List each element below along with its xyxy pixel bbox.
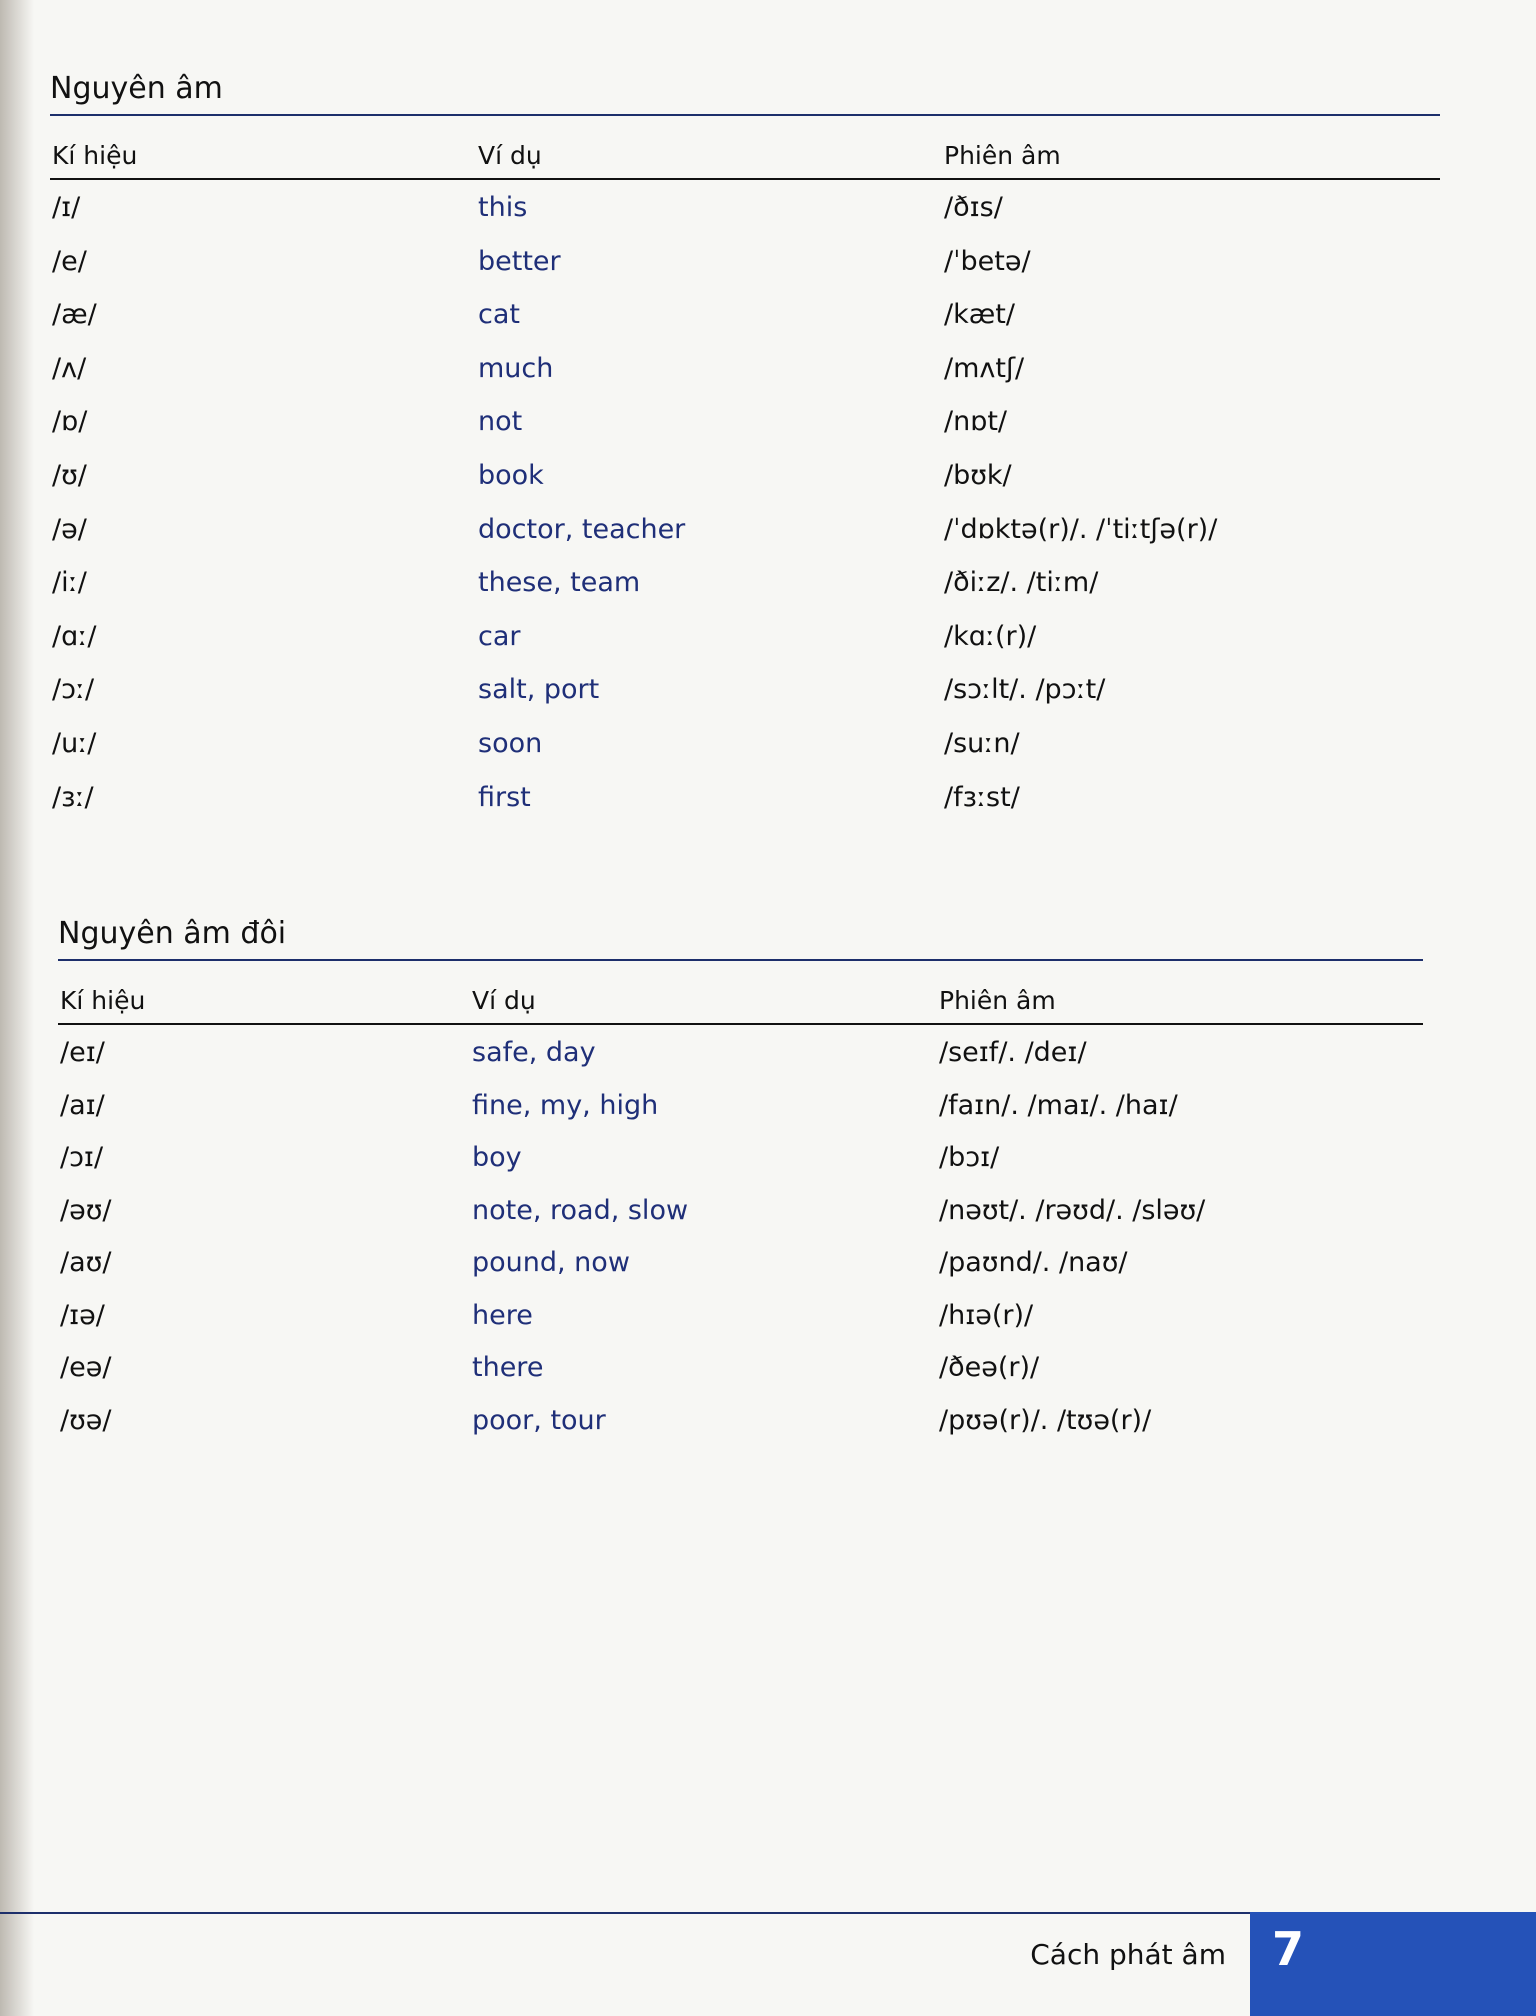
table-row: [58, 1130, 1423, 1183]
transcription-cell: /nɒt/: [944, 406, 1008, 438]
table-row: [58, 1393, 1423, 1446]
symbol-cell: /eɪ/: [60, 1037, 105, 1068]
vowels-section: [50, 70, 1440, 823]
example-cell: car: [478, 620, 521, 652]
transcription-cell: /seɪf/. /deɪ/: [939, 1037, 1087, 1068]
table-row: [50, 609, 1440, 663]
transcription-cell: /sɔːlt/. /pɔːt/: [944, 674, 1106, 706]
diphthongs-table-body: [58, 1025, 1423, 1445]
example-cell: much: [478, 352, 554, 384]
table-row: [50, 234, 1440, 288]
header-transcription: Phiên âm: [939, 986, 1056, 1015]
chapter-title: Cách phát âm: [1030, 1938, 1226, 1971]
transcription-cell: /ðiːz/. /tiːm/: [944, 567, 1099, 599]
table-row: [58, 1340, 1423, 1393]
example-cell: fine, my, high: [472, 1089, 659, 1121]
page-number-box: [1250, 1912, 1536, 2016]
table-row: [50, 394, 1440, 448]
symbol-cell: /eə/: [60, 1352, 112, 1383]
example-cell: doctor, teacher: [478, 513, 686, 545]
header-example: Ví dụ: [472, 986, 536, 1015]
table-row: [50, 770, 1440, 824]
table-row: [50, 716, 1440, 770]
transcription-cell: /pʊə(r)/. /tʊə(r)/: [939, 1404, 1152, 1436]
example-cell: safe, day: [472, 1037, 596, 1068]
header-symbol: Kí hiệu: [52, 141, 138, 170]
transcription-cell: /bʊk/: [944, 459, 1012, 491]
table-row: [50, 662, 1440, 716]
symbol-cell: /ʊ/: [52, 459, 87, 491]
symbol-cell: /æ/: [52, 299, 97, 331]
symbol-cell: /aɪ/: [60, 1089, 105, 1121]
transcription-cell: /bɔɪ/: [939, 1142, 1000, 1173]
page-spine-shadow: [0, 0, 34, 2016]
example-cell: these, team: [478, 567, 641, 599]
symbol-cell: /uː/: [52, 727, 97, 759]
transcription-cell: /suːn/: [944, 727, 1020, 759]
table-row: [58, 1078, 1423, 1131]
transcription-cell: /faɪn/. /maɪ/. /haɪ/: [939, 1089, 1178, 1121]
symbol-cell: /e/: [52, 245, 87, 277]
example-cell: salt, port: [478, 674, 600, 706]
symbol-cell: /ɜː/: [52, 781, 94, 813]
table-row: [50, 502, 1440, 556]
table-row: [58, 1183, 1423, 1236]
example-cell: better: [478, 245, 561, 277]
table-header: [50, 116, 1440, 180]
table-row: [58, 1235, 1423, 1288]
example-cell: first: [478, 781, 531, 813]
transcription-cell: /ðɪs/: [944, 192, 1003, 223]
symbol-cell: /ə/: [52, 513, 87, 545]
transcription-cell: /ˈbetə/: [944, 245, 1031, 277]
example-cell: there: [472, 1352, 544, 1383]
transcription-cell: /paʊnd/. /naʊ/: [939, 1247, 1128, 1278]
symbol-cell: /ɪə/: [60, 1299, 105, 1331]
table-row: [50, 448, 1440, 502]
transcription-cell: /mʌtʃ/: [944, 352, 1025, 384]
example-cell: pound, now: [472, 1247, 630, 1278]
symbol-cell: /ʊə/: [60, 1404, 112, 1436]
symbol-cell: /ɑː/: [52, 620, 97, 652]
symbol-cell: /əʊ/: [60, 1194, 112, 1226]
table-row: [50, 341, 1440, 395]
example-cell: boy: [472, 1142, 522, 1173]
example-cell: not: [478, 406, 523, 438]
transcription-cell: /kɑː(r)/: [944, 620, 1037, 652]
symbol-cell: /ʌ/: [52, 352, 87, 384]
table-row: [58, 1288, 1423, 1341]
transcription-cell: /ðeə(r)/: [939, 1352, 1040, 1383]
example-cell: here: [472, 1299, 533, 1331]
example-cell: note, road, slow: [472, 1194, 689, 1226]
table-row: [50, 287, 1440, 341]
page-number: 7: [1272, 1922, 1305, 1976]
example-cell: cat: [478, 299, 520, 331]
transcription-cell: /hɪə(r)/: [939, 1299, 1034, 1331]
symbol-cell: /ɪ/: [52, 192, 81, 223]
example-cell: soon: [478, 727, 543, 759]
table-row: [58, 1025, 1423, 1078]
symbol-cell: /ɒ/: [52, 406, 88, 438]
transcription-cell: /nəʊt/. /rəʊd/. /sləʊ/: [939, 1194, 1206, 1226]
header-transcription: Phiên âm: [944, 141, 1061, 170]
diphthongs-section: [58, 915, 1423, 1445]
example-cell: this: [478, 192, 528, 223]
symbol-cell: /iː/: [52, 567, 87, 599]
header-symbol: Kí hiệu: [60, 986, 146, 1015]
transcription-cell: /kæt/: [944, 299, 1015, 331]
symbol-cell: /aʊ/: [60, 1247, 112, 1278]
symbol-cell: /ɔː/: [52, 674, 95, 706]
section-title: Nguyên âm đôi: [58, 915, 1423, 961]
vowels-table-body: [50, 180, 1440, 823]
table-row: [50, 180, 1440, 234]
transcription-cell: /fɜːst/: [944, 781, 1020, 813]
transcription-cell: /ˈdɒktə(r)/. /ˈtiːtʃə(r)/: [944, 513, 1218, 545]
example-cell: poor, tour: [472, 1404, 606, 1436]
symbol-cell: /ɔɪ/: [60, 1142, 104, 1173]
table-row: [50, 555, 1440, 609]
header-example: Ví dụ: [478, 141, 542, 170]
section-title: Nguyên âm: [50, 70, 1440, 116]
table-header: [58, 961, 1423, 1025]
example-cell: book: [478, 459, 544, 491]
